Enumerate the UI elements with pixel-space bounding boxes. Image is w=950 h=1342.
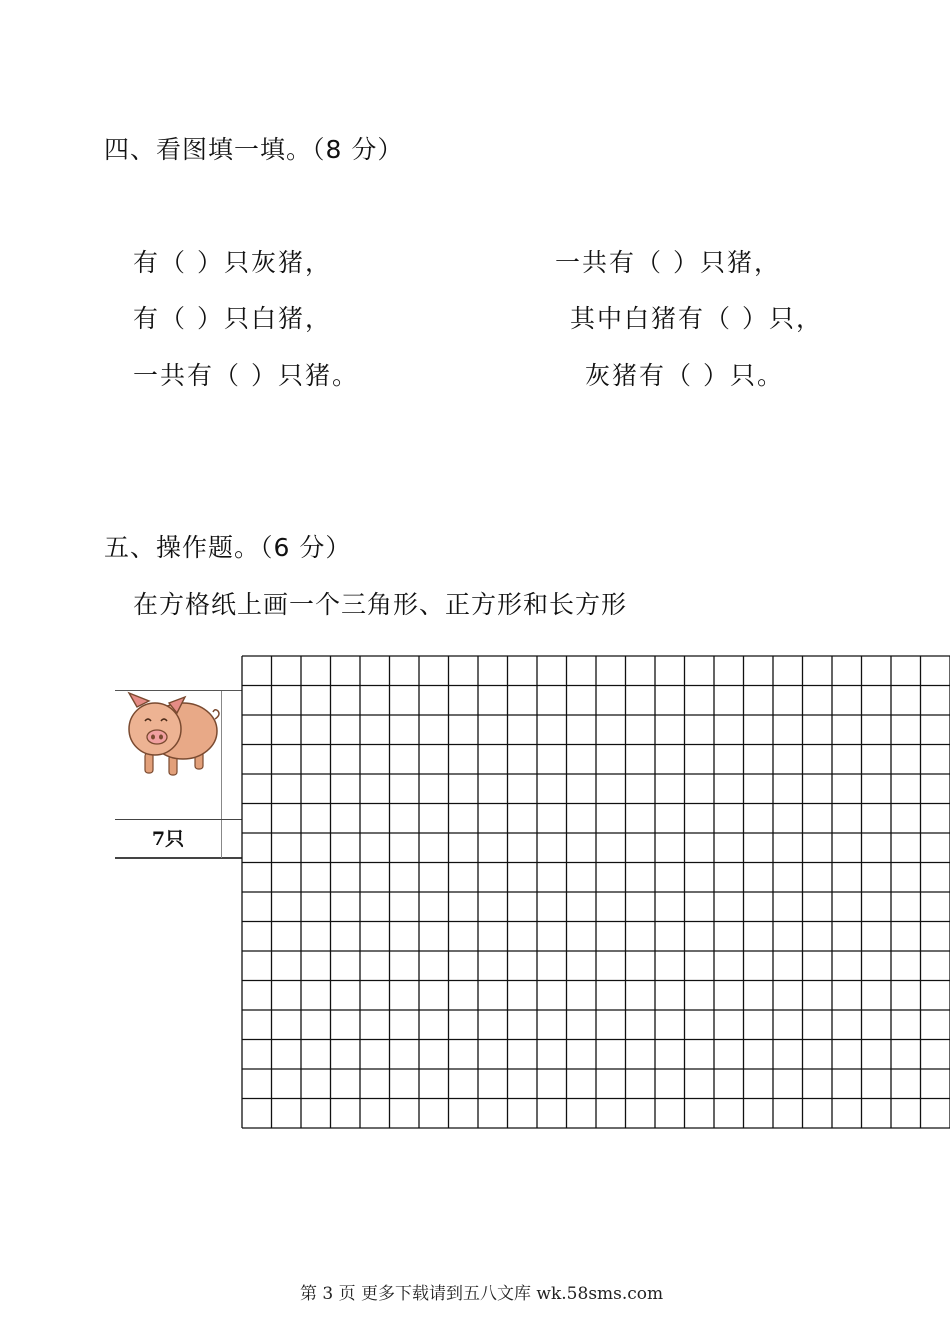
left-line-gray-pigs: 有（ ）只灰猪， bbox=[133, 248, 332, 277]
right-line-white-pigs: 其中白猪有（ ）只， bbox=[570, 304, 823, 333]
left-line-white-pigs: 有（ ）只白猪， bbox=[133, 304, 332, 333]
grid-paper bbox=[241, 655, 950, 1155]
pig-picture-table bbox=[115, 690, 242, 859]
right-line-gray-pigs: 灰猪有（ ）只。 bbox=[585, 361, 784, 390]
pig-picture-cell bbox=[115, 691, 222, 819]
section-4-heading: 四、看图填一填。（8 分） bbox=[104, 135, 404, 164]
page-footer: 第 3 页 更多下载请到五八文库 wk.58sms.com bbox=[300, 1284, 664, 1304]
left-line-total-pigs: 一共有（ ）只猪。 bbox=[133, 361, 359, 390]
pig-illustration-icon bbox=[115, 691, 221, 819]
pig-count-label: 7只 bbox=[115, 820, 222, 858]
section-5-instruction: 在方格纸上画一个三角形、正方形和长方形 bbox=[133, 590, 628, 619]
section-5-heading: 五、操作题。（6 分） bbox=[104, 533, 352, 562]
right-line-total-pigs: 一共有（ ）只猪， bbox=[555, 248, 781, 277]
